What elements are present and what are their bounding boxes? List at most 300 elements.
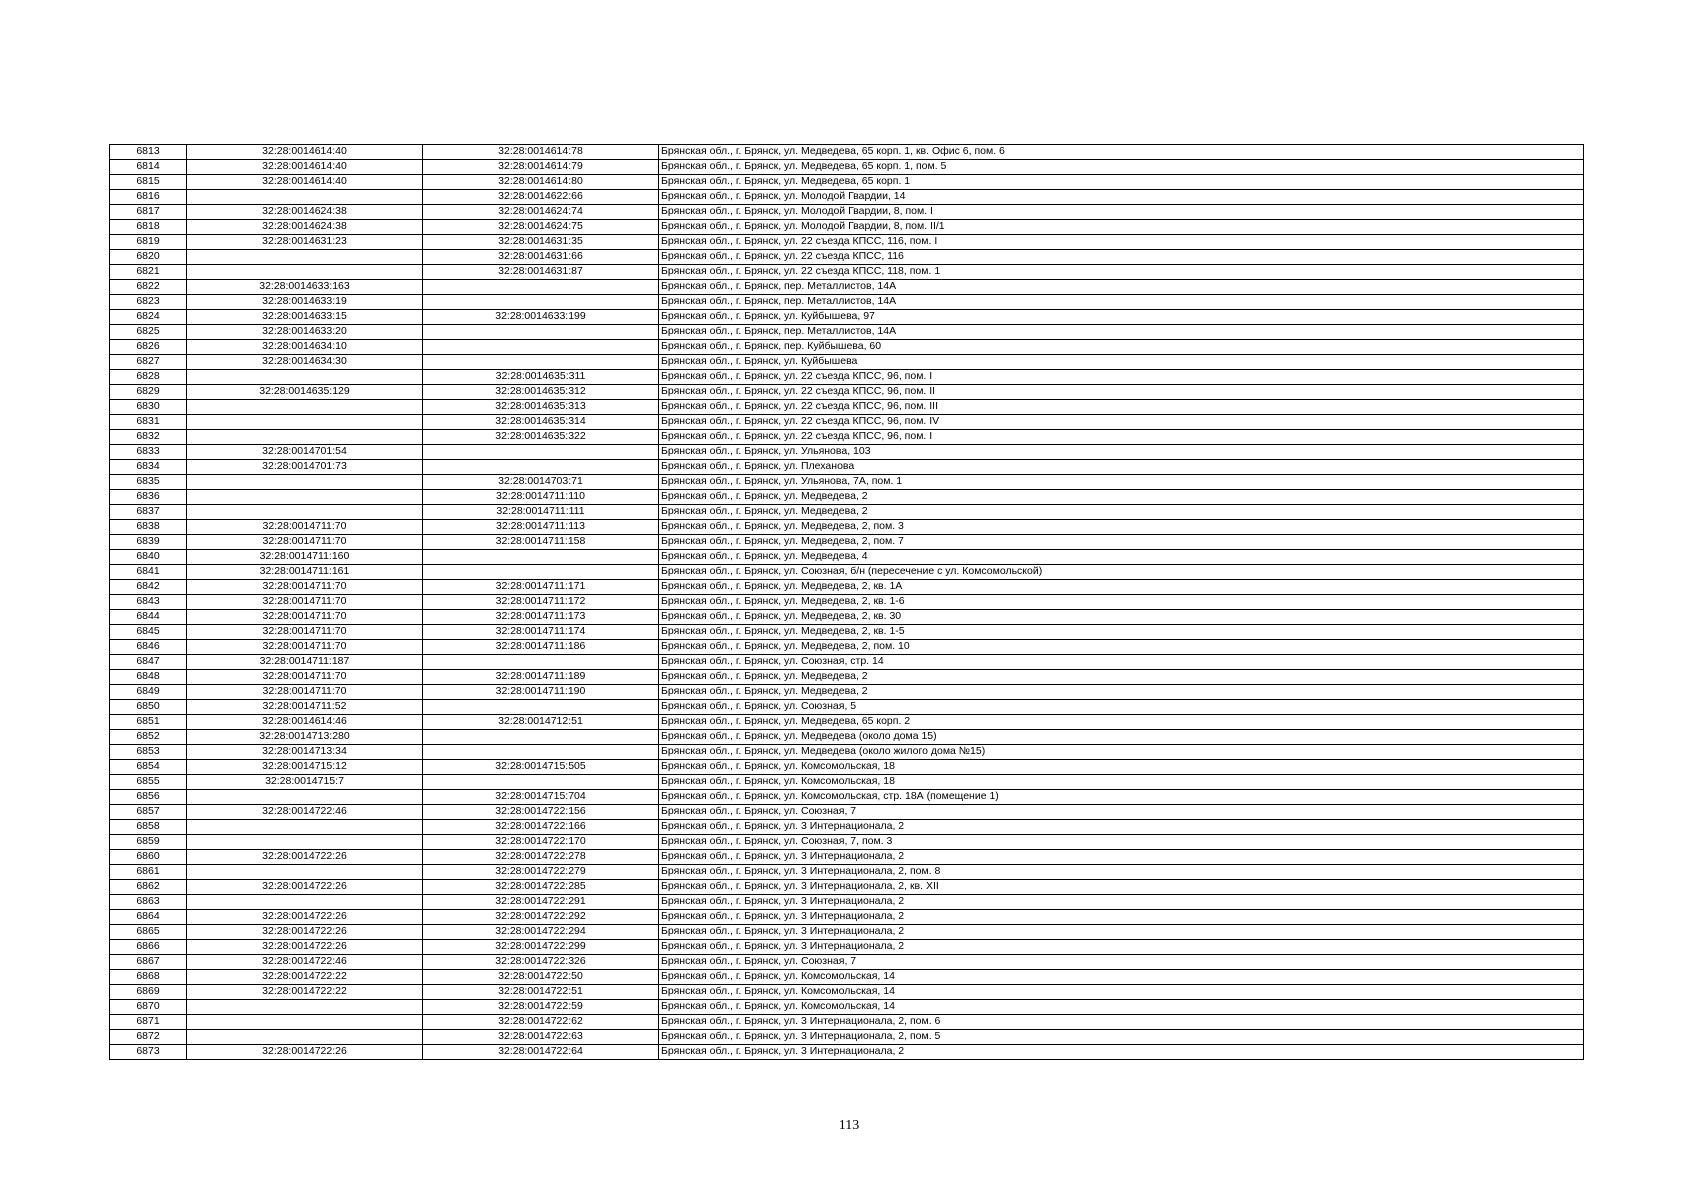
- parcel-number-cell: 32:28:0014722:26: [187, 1045, 423, 1060]
- address-cell: Брянская обл., г. Брянск, ул. Медведева, 65 корп. 1, пом. 5: [659, 160, 1584, 175]
- table-row: [110, 730, 1584, 745]
- table-row: [110, 940, 1584, 955]
- object-number-cell: 32:28:0014624:74: [423, 205, 659, 220]
- row-number-cell: 6871: [110, 1015, 187, 1030]
- address-cell: Брянская обл., г. Брянск, ул. Медведева, 65 корп. 1, кв. Офис 6, пом. 6: [659, 145, 1584, 160]
- table-row: [110, 325, 1584, 340]
- table-row: [110, 415, 1584, 430]
- address-cell: Брянская обл., г. Брянск, ул. 3 Интернационала, 2: [659, 910, 1584, 925]
- address-cell: Брянская обл., г. Брянск, ул. Союзная, 7: [659, 955, 1584, 970]
- table-row: [110, 235, 1584, 250]
- parcel-number-cell: 32:28:0014722:26: [187, 850, 423, 865]
- parcel-number-cell: [187, 790, 423, 805]
- parcel-number-cell: [187, 370, 423, 385]
- object-number-cell: 32:28:0014722:156: [423, 805, 659, 820]
- cadastral-table: [109, 144, 1584, 1060]
- row-number-cell: 6845: [110, 625, 187, 640]
- address-cell: Брянская обл., г. Брянск, ул. Медведева, 2, кв. 1-6: [659, 595, 1584, 610]
- row-number-cell: 6813: [110, 145, 187, 160]
- address-cell: Брянская обл., г. Брянск, ул. Плеханова: [659, 460, 1584, 475]
- address-cell: Брянская обл., г. Брянск, ул. 3 Интернационала, 2: [659, 1045, 1584, 1060]
- object-number-cell: [423, 355, 659, 370]
- parcel-number-cell: 32:28:0014722:46: [187, 955, 423, 970]
- object-number-cell: 32:28:0014703:71: [423, 475, 659, 490]
- row-number-cell: 6869: [110, 985, 187, 1000]
- object-number-cell: 32:28:0014635:312: [423, 385, 659, 400]
- row-number-cell: 6849: [110, 685, 187, 700]
- parcel-number-cell: [187, 1000, 423, 1015]
- object-number-cell: 32:28:0014722:62: [423, 1015, 659, 1030]
- parcel-number-cell: 32:28:0014722:22: [187, 985, 423, 1000]
- row-number-cell: 6847: [110, 655, 187, 670]
- table-row: [110, 355, 1584, 370]
- object-number-cell: 32:28:0014631:66: [423, 250, 659, 265]
- table-row: [110, 580, 1584, 595]
- object-number-cell: 32:28:0014635:322: [423, 430, 659, 445]
- table-row: [110, 370, 1584, 385]
- table-row: [110, 445, 1584, 460]
- address-cell: Брянская обл., г. Брянск, ул. Комсомольская, 14: [659, 1000, 1584, 1015]
- parcel-number-cell: [187, 490, 423, 505]
- row-number-cell: 6855: [110, 775, 187, 790]
- object-number-cell: 32:28:0014711:171: [423, 580, 659, 595]
- parcel-number-cell: 32:28:0014713:34: [187, 745, 423, 760]
- address-cell: Брянская обл., г. Брянск, ул. Ульянова, 7А, пом. 1: [659, 475, 1584, 490]
- parcel-number-cell: 32:28:0014634:10: [187, 340, 423, 355]
- parcel-number-cell: 32:28:0014711:70: [187, 580, 423, 595]
- object-number-cell: 32:28:0014711:174: [423, 625, 659, 640]
- address-cell: Брянская обл., г. Брянск, пер. Куйбышева, 60: [659, 340, 1584, 355]
- table-row: [110, 760, 1584, 775]
- row-number-cell: 6815: [110, 175, 187, 190]
- object-number-cell: 32:28:0014722:291: [423, 895, 659, 910]
- table-row: [110, 520, 1584, 535]
- address-cell: Брянская обл., г. Брянск, ул. Комсомольская, стр. 18А (помещение 1): [659, 790, 1584, 805]
- object-number-cell: 32:28:0014635:311: [423, 370, 659, 385]
- row-number-cell: 6816: [110, 190, 187, 205]
- row-number-cell: 6857: [110, 805, 187, 820]
- row-number-cell: 6872: [110, 1030, 187, 1045]
- object-number-cell: 32:28:0014715:704: [423, 790, 659, 805]
- object-number-cell: 32:28:0014722:279: [423, 865, 659, 880]
- table-row: [110, 595, 1584, 610]
- parcel-number-cell: 32:28:0014711:52: [187, 700, 423, 715]
- object-number-cell: 32:28:0014722:166: [423, 820, 659, 835]
- address-cell: Брянская обл., г. Брянск, ул. Медведева (около дома 15): [659, 730, 1584, 745]
- table-row: [110, 220, 1584, 235]
- object-number-cell: 32:28:0014614:79: [423, 160, 659, 175]
- parcel-number-cell: 32:28:0014633:19: [187, 295, 423, 310]
- object-number-cell: [423, 325, 659, 340]
- object-number-cell: [423, 295, 659, 310]
- parcel-number-cell: 32:28:0014701:54: [187, 445, 423, 460]
- object-number-cell: 32:28:0014635:314: [423, 415, 659, 430]
- row-number-cell: 6835: [110, 475, 187, 490]
- row-number-cell: 6860: [110, 850, 187, 865]
- parcel-number-cell: 32:28:0014634:30: [187, 355, 423, 370]
- row-number-cell: 6843: [110, 595, 187, 610]
- table-row: [110, 640, 1584, 655]
- row-number-cell: 6836: [110, 490, 187, 505]
- address-cell: Брянская обл., г. Брянск, ул. 22 съезда КПСС, 96, пом. IV: [659, 415, 1584, 430]
- parcel-number-cell: 32:28:0014624:38: [187, 205, 423, 220]
- table-row: [110, 625, 1584, 640]
- row-number-cell: 6823: [110, 295, 187, 310]
- row-number-cell: 6866: [110, 940, 187, 955]
- parcel-number-cell: 32:28:0014722:26: [187, 940, 423, 955]
- address-cell: Брянская обл., г. Брянск, ул. Медведева, 2, кв. 1А: [659, 580, 1584, 595]
- address-cell: Брянская обл., г. Брянск, ул. Медведева, 2: [659, 685, 1584, 700]
- object-number-cell: 32:28:0014711:111: [423, 505, 659, 520]
- table-row: [110, 700, 1584, 715]
- row-number-cell: 6839: [110, 535, 187, 550]
- address-cell: Брянская обл., г. Брянск, ул. Комсомольская, 14: [659, 970, 1584, 985]
- row-number-cell: 6856: [110, 790, 187, 805]
- object-number-cell: 32:28:0014711:110: [423, 490, 659, 505]
- table-row: [110, 1030, 1584, 1045]
- address-cell: Брянская обл., г. Брянск, ул. 22 съезда КПСС, 118, пом. 1: [659, 265, 1584, 280]
- row-number-cell: 6829: [110, 385, 187, 400]
- row-number-cell: 6838: [110, 520, 187, 535]
- object-number-cell: 32:28:0014712:51: [423, 715, 659, 730]
- address-cell: Брянская обл., г. Брянск, ул. Комсомольская, 18: [659, 775, 1584, 790]
- object-number-cell: 32:28:0014722:299: [423, 940, 659, 955]
- address-cell: Брянская обл., г. Брянск, ул. Молодой Гвардии, 14: [659, 190, 1584, 205]
- table-row: [110, 340, 1584, 355]
- table-row: [110, 805, 1584, 820]
- object-number-cell: 32:28:0014622:66: [423, 190, 659, 205]
- address-cell: Брянская обл., г. Брянск, ул. Союзная, 7: [659, 805, 1584, 820]
- address-cell: Брянская обл., г. Брянск, ул. Союзная, стр. 14: [659, 655, 1584, 670]
- parcel-number-cell: [187, 475, 423, 490]
- parcel-number-cell: 32:28:0014614:40: [187, 145, 423, 160]
- table-row: [110, 610, 1584, 625]
- table-row: [110, 295, 1584, 310]
- parcel-number-cell: [187, 1030, 423, 1045]
- row-number-cell: 6858: [110, 820, 187, 835]
- table-row: [110, 205, 1584, 220]
- table-row: [110, 685, 1584, 700]
- table-row: [110, 745, 1584, 760]
- table-row: [110, 820, 1584, 835]
- row-number-cell: 6868: [110, 970, 187, 985]
- table-row: [110, 865, 1584, 880]
- table-row: [110, 655, 1584, 670]
- parcel-number-cell: 32:28:0014713:280: [187, 730, 423, 745]
- address-cell: Брянская обл., г. Брянск, пер. Металлистов, 14А: [659, 280, 1584, 295]
- row-number-cell: 6818: [110, 220, 187, 235]
- table-row: [110, 790, 1584, 805]
- table-row: [110, 505, 1584, 520]
- row-number-cell: 6873: [110, 1045, 187, 1060]
- table-row: [110, 430, 1584, 445]
- parcel-number-cell: 32:28:0014631:23: [187, 235, 423, 250]
- object-number-cell: [423, 775, 659, 790]
- row-number-cell: 6848: [110, 670, 187, 685]
- object-number-cell: 32:28:0014722:59: [423, 1000, 659, 1015]
- object-number-cell: 32:28:0014722:278: [423, 850, 659, 865]
- row-number-cell: 6862: [110, 880, 187, 895]
- object-number-cell: [423, 700, 659, 715]
- object-number-cell: 32:28:0014722:170: [423, 835, 659, 850]
- object-number-cell: 32:28:0014722:50: [423, 970, 659, 985]
- object-number-cell: 32:28:0014722:294: [423, 925, 659, 940]
- table-row: [110, 910, 1584, 925]
- object-number-cell: [423, 340, 659, 355]
- parcel-number-cell: [187, 265, 423, 280]
- parcel-number-cell: [187, 820, 423, 835]
- table-row: [110, 490, 1584, 505]
- row-number-cell: 6828: [110, 370, 187, 385]
- table-row: [110, 400, 1584, 415]
- address-cell: Брянская обл., г. Брянск, пер. Металлистов, 14А: [659, 325, 1584, 340]
- address-cell: Брянская обл., г. Брянск, ул. Медведева, 65 корп. 2: [659, 715, 1584, 730]
- parcel-number-cell: [187, 895, 423, 910]
- address-cell: Брянская обл., г. Брянск, ул. 3 Интернационала, 2: [659, 940, 1584, 955]
- address-cell: Брянская обл., г. Брянск, ул. 3 Интернационала, 2, пом. 8: [659, 865, 1584, 880]
- parcel-number-cell: 32:28:0014711:70: [187, 640, 423, 655]
- address-cell: Брянская обл., г. Брянск, пер. Металлистов, 14А: [659, 295, 1584, 310]
- row-number-cell: 6840: [110, 550, 187, 565]
- parcel-number-cell: 32:28:0014614:40: [187, 160, 423, 175]
- row-number-cell: 6841: [110, 565, 187, 580]
- object-number-cell: 32:28:0014614:78: [423, 145, 659, 160]
- address-cell: Брянская обл., г. Брянск, ул. 22 съезда КПСС, 96, пом. II: [659, 385, 1584, 400]
- table-row: [110, 280, 1584, 295]
- table-body: [110, 145, 1584, 1060]
- table-row: [110, 310, 1584, 325]
- parcel-number-cell: [187, 835, 423, 850]
- table-row: [110, 265, 1584, 280]
- address-cell: Брянская обл., г. Брянск, ул. Комсомольская, 18: [659, 760, 1584, 775]
- row-number-cell: 6814: [110, 160, 187, 175]
- parcel-number-cell: [187, 400, 423, 415]
- parcel-number-cell: [187, 1015, 423, 1030]
- table-row: [110, 925, 1584, 940]
- table-row: [110, 190, 1584, 205]
- parcel-number-cell: 32:28:0014711:70: [187, 670, 423, 685]
- table-row: [110, 1045, 1584, 1060]
- row-number-cell: 6850: [110, 700, 187, 715]
- row-number-cell: 6827: [110, 355, 187, 370]
- address-cell: Брянская обл., г. Брянск, ул. 3 Интернационала, 2, пом. 5: [659, 1030, 1584, 1045]
- address-cell: Брянская обл., г. Брянск, ул. 3 Интернационала, 2: [659, 850, 1584, 865]
- row-number-cell: 6817: [110, 205, 187, 220]
- address-cell: Брянская обл., г. Брянск, ул. Медведева, 65 корп. 1: [659, 175, 1584, 190]
- address-cell: Брянская обл., г. Брянск, ул. Медведева, 2: [659, 505, 1584, 520]
- row-number-cell: 6831: [110, 415, 187, 430]
- address-cell: Брянская обл., г. Брянск, ул. 22 съезда КПСС, 116, пом. I: [659, 235, 1584, 250]
- address-cell: Брянская обл., г. Брянск, ул. Союзная, б/н (пересечение с ул. Комсомольской): [659, 565, 1584, 580]
- row-number-cell: 6853: [110, 745, 187, 760]
- object-number-cell: 32:28:0014722:285: [423, 880, 659, 895]
- address-cell: Брянская обл., г. Брянск, ул. Медведева, 2, пом. 3: [659, 520, 1584, 535]
- object-number-cell: 32:28:0014635:313: [423, 400, 659, 415]
- table-row: [110, 145, 1584, 160]
- table-row: [110, 175, 1584, 190]
- row-number-cell: 6837: [110, 505, 187, 520]
- object-number-cell: 32:28:0014722:326: [423, 955, 659, 970]
- table-row: [110, 895, 1584, 910]
- parcel-number-cell: 32:28:0014711:161: [187, 565, 423, 580]
- row-number-cell: 6832: [110, 430, 187, 445]
- table-row: [110, 565, 1584, 580]
- object-number-cell: 32:28:0014722:51: [423, 985, 659, 1000]
- row-number-cell: 6870: [110, 1000, 187, 1015]
- object-number-cell: [423, 445, 659, 460]
- address-cell: Брянская обл., г. Брянск, ул. Медведева, 2, пом. 10: [659, 640, 1584, 655]
- row-number-cell: 6834: [110, 460, 187, 475]
- table-row: [110, 160, 1584, 175]
- object-number-cell: 32:28:0014722:63: [423, 1030, 659, 1045]
- row-number-cell: 6865: [110, 925, 187, 940]
- parcel-number-cell: 32:28:0014722:26: [187, 910, 423, 925]
- table-row: [110, 955, 1584, 970]
- table-row: [110, 250, 1584, 265]
- parcel-number-cell: [187, 190, 423, 205]
- parcel-number-cell: [187, 430, 423, 445]
- parcel-number-cell: 32:28:0014711:70: [187, 535, 423, 550]
- address-cell: Брянская обл., г. Брянск, ул. Союзная, 5: [659, 700, 1584, 715]
- table-row: [110, 535, 1584, 550]
- row-number-cell: 6830: [110, 400, 187, 415]
- address-cell: Брянская обл., г. Брянск, ул. Медведева, 2: [659, 490, 1584, 505]
- table-row: [110, 385, 1584, 400]
- address-cell: Брянская обл., г. Брянск, ул. Медведева (около жилого дома №15): [659, 745, 1584, 760]
- object-number-cell: [423, 745, 659, 760]
- parcel-number-cell: 32:28:0014633:15: [187, 310, 423, 325]
- parcel-number-cell: 32:28:0014711:160: [187, 550, 423, 565]
- object-number-cell: 32:28:0014614:80: [423, 175, 659, 190]
- row-number-cell: 6864: [110, 910, 187, 925]
- object-number-cell: 32:28:0014711:186: [423, 640, 659, 655]
- table-row: [110, 1000, 1584, 1015]
- row-number-cell: 6867: [110, 955, 187, 970]
- table-row: [110, 970, 1584, 985]
- object-number-cell: 32:28:0014711:190: [423, 685, 659, 700]
- address-cell: Брянская обл., г. Брянск, ул. Союзная, 7, пом. 3: [659, 835, 1584, 850]
- table-row: [110, 835, 1584, 850]
- object-number-cell: 32:28:0014715:505: [423, 760, 659, 775]
- parcel-number-cell: 32:28:0014711:70: [187, 595, 423, 610]
- object-number-cell: 32:28:0014633:199: [423, 310, 659, 325]
- table-row: [110, 550, 1584, 565]
- address-cell: Брянская обл., г. Брянск, ул. 22 съезда КПСС, 116: [659, 250, 1584, 265]
- address-cell: Брянская обл., г. Брянск, ул. 22 съезда КПСС, 96, пом. I: [659, 370, 1584, 385]
- address-cell: Брянская обл., г. Брянск, ул. 3 Интернационала, 2, пом. 6: [659, 1015, 1584, 1030]
- object-number-cell: 32:28:0014711:113: [423, 520, 659, 535]
- parcel-number-cell: 32:28:0014711:187: [187, 655, 423, 670]
- parcel-number-cell: 32:28:0014711:70: [187, 685, 423, 700]
- row-number-cell: 6854: [110, 760, 187, 775]
- page-number: 113: [838, 1118, 860, 1133]
- object-number-cell: 32:28:0014711:173: [423, 610, 659, 625]
- object-number-cell: 32:28:0014711:189: [423, 670, 659, 685]
- object-number-cell: 32:28:0014624:75: [423, 220, 659, 235]
- row-number-cell: 6819: [110, 235, 187, 250]
- object-number-cell: [423, 655, 659, 670]
- object-number-cell: [423, 550, 659, 565]
- parcel-number-cell: [187, 505, 423, 520]
- parcel-number-cell: 32:28:0014715:12: [187, 760, 423, 775]
- table-row: [110, 880, 1584, 895]
- row-number-cell: 6846: [110, 640, 187, 655]
- row-number-cell: 6825: [110, 325, 187, 340]
- table-row: [110, 460, 1584, 475]
- row-number-cell: 6863: [110, 895, 187, 910]
- object-number-cell: 32:28:0014631:35: [423, 235, 659, 250]
- table-row: [110, 775, 1584, 790]
- row-number-cell: 6859: [110, 835, 187, 850]
- object-number-cell: [423, 565, 659, 580]
- address-cell: Брянская обл., г. Брянск, ул. Куйбышева: [659, 355, 1584, 370]
- address-cell: Брянская обл., г. Брянск, ул. Медведева, 2, кв. 30: [659, 610, 1584, 625]
- table-row: [110, 715, 1584, 730]
- parcel-number-cell: 32:28:0014633:20: [187, 325, 423, 340]
- parcel-number-cell: [187, 415, 423, 430]
- address-cell: Брянская обл., г. Брянск, ул. Ульянова, 103: [659, 445, 1584, 460]
- address-cell: Брянская обл., г. Брянск, ул. Медведева, 2: [659, 670, 1584, 685]
- row-number-cell: 6822: [110, 280, 187, 295]
- parcel-number-cell: [187, 250, 423, 265]
- parcel-number-cell: 32:28:0014715:7: [187, 775, 423, 790]
- parcel-number-cell: 32:28:0014711:70: [187, 610, 423, 625]
- address-cell: Брянская обл., г. Брянск, ул. 3 Интернационала, 2, кв. XII: [659, 880, 1584, 895]
- object-number-cell: 32:28:0014722:292: [423, 910, 659, 925]
- row-number-cell: 6852: [110, 730, 187, 745]
- row-number-cell: 6820: [110, 250, 187, 265]
- address-cell: Брянская обл., г. Брянск, ул. Комсомольская, 14: [659, 985, 1584, 1000]
- row-number-cell: 6861: [110, 865, 187, 880]
- row-number-cell: 6824: [110, 310, 187, 325]
- table-row: [110, 1015, 1584, 1030]
- parcel-number-cell: 32:28:0014614:40: [187, 175, 423, 190]
- address-cell: Брянская обл., г. Брянск, ул. 22 съезда КПСС, 96, пом. I: [659, 430, 1584, 445]
- object-number-cell: 32:28:0014631:87: [423, 265, 659, 280]
- object-number-cell: 32:28:0014711:172: [423, 595, 659, 610]
- parcel-number-cell: 32:28:0014633:163: [187, 280, 423, 295]
- parcel-number-cell: 32:28:0014711:70: [187, 520, 423, 535]
- table-row: [110, 475, 1584, 490]
- address-cell: Брянская обл., г. Брянск, ул. Молодой Гвардии, 8, пом. II/1: [659, 220, 1584, 235]
- row-number-cell: 6826: [110, 340, 187, 355]
- parcel-number-cell: 32:28:0014722:26: [187, 925, 423, 940]
- object-number-cell: [423, 280, 659, 295]
- table-row: [110, 670, 1584, 685]
- row-number-cell: 6833: [110, 445, 187, 460]
- parcel-number-cell: 32:28:0014701:73: [187, 460, 423, 475]
- address-cell: Брянская обл., г. Брянск, ул. 3 Интернационала, 2: [659, 925, 1584, 940]
- object-number-cell: [423, 460, 659, 475]
- address-cell: Брянская обл., г. Брянск, ул. Медведева, 2, пом. 7: [659, 535, 1584, 550]
- address-cell: Брянская обл., г. Брянск, ул. Молодой Гвардии, 8, пом. I: [659, 205, 1584, 220]
- table-row: [110, 985, 1584, 1000]
- parcel-number-cell: [187, 865, 423, 880]
- address-cell: Брянская обл., г. Брянск, ул. Медведева, 2, кв. 1-5: [659, 625, 1584, 640]
- parcel-number-cell: 32:28:0014722:22: [187, 970, 423, 985]
- address-cell: Брянская обл., г. Брянск, ул. 22 съезда КПСС, 96, пом. III: [659, 400, 1584, 415]
- row-number-cell: 6851: [110, 715, 187, 730]
- parcel-number-cell: 32:28:0014614:46: [187, 715, 423, 730]
- address-cell: Брянская обл., г. Брянск, ул. 3 Интернационала, 2: [659, 820, 1584, 835]
- parcel-number-cell: 32:28:0014711:70: [187, 625, 423, 640]
- parcel-number-cell: 32:28:0014722:46: [187, 805, 423, 820]
- object-number-cell: 32:28:0014711:158: [423, 535, 659, 550]
- address-cell: Брянская обл., г. Брянск, ул. Куйбышева, 97: [659, 310, 1584, 325]
- address-cell: Брянская обл., г. Брянск, ул. Медведева, 4: [659, 550, 1584, 565]
- row-number-cell: 6844: [110, 610, 187, 625]
- parcel-number-cell: 32:28:0014635:129: [187, 385, 423, 400]
